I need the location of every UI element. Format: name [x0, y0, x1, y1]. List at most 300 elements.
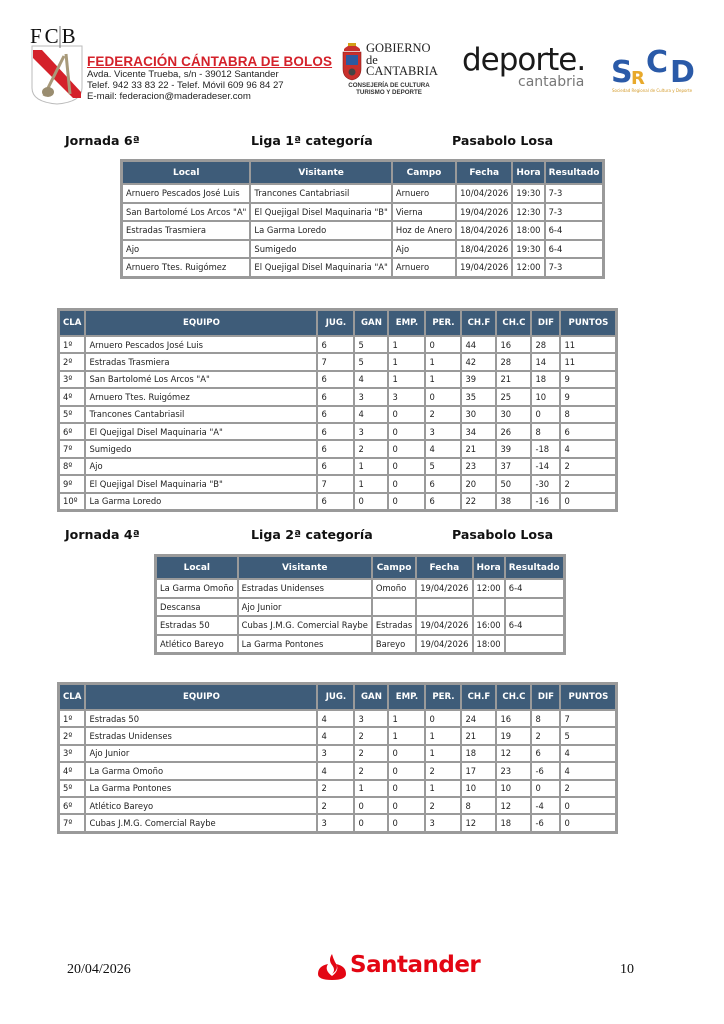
table-cell: Arnuero [393, 185, 455, 202]
table-cell: 2 [355, 728, 387, 743]
table-cell: 21 [462, 441, 495, 456]
federation-address: Avda. Vicente Trueba, s/n - 39012 Santander [87, 69, 279, 80]
gobierno-line: GOBIERNO [366, 41, 431, 55]
fcb-letters: FCB [30, 24, 79, 48]
table-cell: 2 [318, 781, 353, 796]
table-cell: 2 [426, 763, 460, 778]
table-row [60, 815, 615, 830]
table-cell: 8 [561, 407, 615, 422]
table-cell: 8º [60, 459, 84, 474]
liga1-jornada: Jornada 6ª [65, 133, 140, 148]
footer-date: 20/04/2026 [67, 962, 131, 977]
table-row [157, 617, 563, 634]
table-cell: Estradas 50 [157, 617, 237, 634]
table-cell: 0 [561, 494, 615, 509]
table-cell: 1 [389, 337, 424, 352]
table-cell: La Garma Loredo [251, 222, 390, 239]
column-header: Resultado [546, 162, 603, 183]
table-cell: 1 [426, 746, 460, 761]
table-cell: Sumigedo [251, 241, 390, 258]
table-cell: 0 [389, 781, 424, 796]
table-cell: 35 [462, 389, 495, 404]
table-cell: 26 [497, 424, 530, 439]
table-cell: 17 [462, 763, 495, 778]
table-cell: 7º [60, 815, 84, 830]
table-row [123, 204, 602, 221]
table-cell: 9 [561, 372, 615, 387]
table-cell: 10 [532, 389, 559, 404]
column-header: PUNTOS [561, 685, 615, 709]
table-cell: 6 [318, 494, 353, 509]
table-row [123, 185, 602, 202]
table-cell: 1 [389, 711, 424, 726]
table-cell: 23 [497, 763, 530, 778]
table-cell: Estradas Trasmiera [123, 222, 249, 239]
column-header: Visitante [239, 557, 371, 578]
table-cell: 19/04/2026 [457, 259, 511, 276]
column-header: CH.F [462, 311, 495, 335]
column-header: Local [157, 557, 237, 578]
table-cell: 5º [60, 781, 84, 796]
column-header: Fecha [417, 557, 471, 578]
table-cell: Arnuero Pescados José Luis [86, 337, 316, 352]
table-row [157, 636, 563, 653]
table-cell: Arnuero [393, 259, 455, 276]
table-cell [373, 599, 415, 616]
table-cell: 19/04/2026 [417, 636, 471, 653]
table-cell: 3 [426, 424, 460, 439]
federation-phones: Telef. 942 33 83 22 - Telef. Móvil 609 96 84 27 [87, 80, 284, 91]
coat-of-arms-icon [340, 43, 364, 81]
table-cell: 20 [462, 476, 495, 491]
srcd-caption: Sociedad Regional de Cultura y Deporte [612, 88, 693, 93]
svg-text:S: S [611, 55, 633, 90]
table-cell: 0 [389, 746, 424, 761]
table-cell: 1º [60, 711, 84, 726]
table-cell: 3 [355, 389, 387, 404]
deporte-cantabria-logo [462, 42, 586, 90]
liga1-standings-table [57, 308, 618, 512]
table-cell: 5 [561, 728, 615, 743]
table-cell: Ajo Junior [86, 746, 316, 761]
column-header: Campo [393, 162, 455, 183]
column-header: EMP. [389, 311, 424, 335]
table-cell: 6 [426, 476, 460, 491]
table-cell: 18 [532, 372, 559, 387]
table-row [60, 459, 615, 474]
table-cell: 6-4 [506, 617, 563, 634]
table-cell: 8 [532, 424, 559, 439]
column-header: Campo [373, 557, 415, 578]
table-cell: 7 [318, 354, 353, 369]
table-cell: 1 [426, 728, 460, 743]
table-cell: 5 [355, 354, 387, 369]
column-header: Resultado [506, 557, 563, 578]
table-cell: 1 [355, 476, 387, 491]
table-cell: San Bartolomé Los Arcos "A" [123, 204, 249, 221]
table-cell: Arnuero Ttes. Ruigómez [123, 259, 249, 276]
table-cell: 7º [60, 441, 84, 456]
column-header: Hora [474, 557, 504, 578]
table-cell: 25 [497, 389, 530, 404]
table-cell: 6º [60, 424, 84, 439]
table-cell: 2º [60, 728, 84, 743]
table-cell: Estradas [373, 617, 415, 634]
table-cell: 1 [426, 372, 460, 387]
table-cell: 2 [355, 441, 387, 456]
column-header: Fecha [457, 162, 511, 183]
table-cell: 7-3 [546, 185, 603, 202]
table-cell: 10º [60, 494, 84, 509]
table-cell: 6º [60, 798, 84, 813]
table-cell: 19/04/2026 [417, 580, 471, 597]
table-row [60, 424, 615, 439]
table-cell: 6 [318, 441, 353, 456]
table-cell: 39 [462, 372, 495, 387]
table-cell: 6 [318, 424, 353, 439]
column-header: CLA [60, 685, 84, 709]
table-cell: 18/04/2026 [457, 241, 511, 258]
table-row [123, 222, 602, 239]
table-cell: 18:00 [513, 222, 543, 239]
table-cell: 2 [426, 407, 460, 422]
table-cell: 3 [355, 424, 387, 439]
table-cell: 18 [462, 746, 495, 761]
table-cell: 10 [462, 781, 495, 796]
table-cell: La Garma Omoño [157, 580, 237, 597]
table-cell: 12:30 [513, 204, 543, 221]
table-cell: San Bartolomé Los Arcos "A" [86, 372, 316, 387]
table-cell: 44 [462, 337, 495, 352]
santander-logo [316, 950, 486, 982]
column-header: DIF [532, 685, 559, 709]
table-cell: 18/04/2026 [457, 222, 511, 239]
gobierno-text [366, 43, 438, 78]
table-cell: 4 [561, 763, 615, 778]
table-row [60, 763, 615, 778]
table-cell: 2º [60, 354, 84, 369]
table-cell: 3 [318, 815, 353, 830]
table-cell: 8 [462, 798, 495, 813]
table-cell: 18:00 [474, 636, 504, 653]
srcd-logo [610, 46, 710, 96]
table-cell: 12 [497, 746, 530, 761]
table-row [123, 241, 602, 258]
deporte-sub-text: cantabria [518, 74, 585, 90]
table-cell: 0 [355, 494, 387, 509]
table-cell: 12:00 [513, 259, 543, 276]
table-cell: 22 [462, 494, 495, 509]
table-cell: Cubas J.M.G. Comercial Raybe [86, 815, 316, 830]
table-cell: 0 [389, 494, 424, 509]
table-row [60, 337, 615, 352]
table-cell: 10/04/2026 [457, 185, 511, 202]
column-header: CH.C [497, 685, 530, 709]
table-cell [506, 599, 563, 616]
table-cell: 1 [426, 354, 460, 369]
table-cell: Atlético Bareyo [157, 636, 237, 653]
table-cell: 19 [497, 728, 530, 743]
header-row [123, 162, 602, 183]
table-cell: 37 [497, 459, 530, 474]
table-cell: 6 [318, 407, 353, 422]
svg-text:D: D [670, 55, 695, 90]
table-cell: Hoz de Anero [393, 222, 455, 239]
gobierno-line: CANTABRIA [366, 64, 438, 78]
federation-block [87, 54, 332, 102]
liga1-modalidad: Pasabolo Losa [452, 133, 554, 148]
column-header: PER. [426, 685, 460, 709]
table-cell: Sumigedo [86, 441, 316, 456]
table-cell: 16:00 [474, 617, 504, 634]
column-header: EQUIPO [86, 685, 316, 709]
table-cell [474, 599, 504, 616]
table-cell: 4 [426, 441, 460, 456]
table-cell: 1 [355, 459, 387, 474]
table-cell: 6 [426, 494, 460, 509]
table-cell: 4 [318, 711, 353, 726]
federation-name: FEDERACIÓN CÁNTABRA DE BOLOS [87, 54, 333, 69]
table-cell: El Quejigal Disel Maquinaria "A" [86, 424, 316, 439]
table-cell: 3º [60, 372, 84, 387]
table-cell: El Quejigal Disel Maquinaria "B" [251, 204, 390, 221]
table-cell: -14 [532, 459, 559, 474]
table-cell: 19:30 [513, 185, 543, 202]
header-row [157, 557, 563, 578]
table-cell: -4 [532, 798, 559, 813]
table-cell: 9º [60, 476, 84, 491]
table-cell: 0 [532, 407, 559, 422]
table-row [60, 798, 615, 813]
column-header: Visitante [251, 162, 390, 183]
table-cell: 4 [561, 746, 615, 761]
table-row [60, 407, 615, 422]
table-cell [506, 636, 563, 653]
table-cell: 21 [462, 728, 495, 743]
table-cell: 1º [60, 337, 84, 352]
deporte-main-text: deporte. [462, 42, 586, 78]
table-cell: 12 [497, 798, 530, 813]
table-cell: 4 [318, 763, 353, 778]
table-cell: 21 [497, 372, 530, 387]
table-row [157, 580, 563, 597]
table-cell: Estradas Unidenses [239, 580, 371, 597]
table-cell: 50 [497, 476, 530, 491]
table-cell: 6 [561, 424, 615, 439]
table-cell [417, 599, 471, 616]
table-cell: 5 [355, 337, 387, 352]
table-cell: 19/04/2026 [457, 204, 511, 221]
table-cell: 0 [561, 798, 615, 813]
table-cell: Estradas 50 [86, 711, 316, 726]
federation-email: E-mail: federacion@maderadeser.com [87, 91, 251, 102]
table-cell: 7 [318, 476, 353, 491]
table-cell: 4º [60, 763, 84, 778]
table-cell: 3 [355, 711, 387, 726]
column-header: CH.C [497, 311, 530, 335]
table-cell: Arnuero Pescados José Luis [123, 185, 249, 202]
table-cell: 1 [389, 728, 424, 743]
table-cell: 12 [462, 815, 495, 830]
table-cell: 12:00 [474, 580, 504, 597]
table-cell: Ajo [393, 241, 455, 258]
table-cell: La Garma Pontones [86, 781, 316, 796]
table-cell: 2 [318, 798, 353, 813]
table-cell: 2 [532, 728, 559, 743]
column-header: GAN [355, 685, 387, 709]
table-cell: Bareyo [373, 636, 415, 653]
table-cell: 28 [497, 354, 530, 369]
table-cell: 38 [497, 494, 530, 509]
table-cell: 2 [355, 763, 387, 778]
table-cell: 0 [389, 476, 424, 491]
table-cell: 30 [497, 407, 530, 422]
table-cell: -6 [532, 763, 559, 778]
consejeria-text [338, 83, 440, 96]
table-cell: 3º [60, 746, 84, 761]
table-row [60, 389, 615, 404]
column-header: PER. [426, 311, 460, 335]
table-cell: 9 [561, 389, 615, 404]
table-row [60, 746, 615, 761]
svg-text:C: C [646, 46, 669, 80]
table-cell: 4 [355, 407, 387, 422]
table-cell: Omoño [373, 580, 415, 597]
column-header: DIF [532, 311, 559, 335]
table-cell: 30 [462, 407, 495, 422]
table-cell: 11 [561, 337, 615, 352]
page-number: 10 [620, 962, 634, 977]
table-cell: 0 [389, 441, 424, 456]
table-cell: 4 [561, 441, 615, 456]
column-header: EMP. [389, 685, 424, 709]
consejeria-line: TURISMO Y DEPORTE [356, 88, 422, 96]
table-cell: 0 [426, 711, 460, 726]
liga2-standings-table [57, 682, 618, 834]
column-header: PUNTOS [561, 311, 615, 335]
table-cell: Cubas J.M.G. Comercial Raybe [239, 617, 371, 634]
table-cell: 7 [561, 711, 615, 726]
table-cell: 10 [497, 781, 530, 796]
table-cell: 0 [389, 815, 424, 830]
table-cell: 23 [462, 459, 495, 474]
header-row [60, 685, 615, 709]
table-cell: Arnuero Ttes. Ruigómez [86, 389, 316, 404]
table-cell: 19:30 [513, 241, 543, 258]
table-cell: 0 [426, 389, 460, 404]
table-row [123, 259, 602, 276]
table-cell: 3 [426, 815, 460, 830]
svg-text:R: R [631, 68, 645, 89]
table-cell: 1 [389, 372, 424, 387]
table-cell: 2 [426, 798, 460, 813]
table-cell: 14 [532, 354, 559, 369]
table-cell: 6 [318, 337, 353, 352]
table-cell: 24 [462, 711, 495, 726]
column-header: GAN [355, 311, 387, 335]
table-cell: 6 [318, 459, 353, 474]
table-cell: 3 [318, 746, 353, 761]
table-cell: Trancones Cantabriasil [251, 185, 390, 202]
gobierno-cantabria-logo [338, 43, 438, 99]
table-cell: 18 [497, 815, 530, 830]
header-row [60, 311, 615, 335]
table-cell: 6 [532, 746, 559, 761]
liga1-liga: Liga 1ª categoría [251, 133, 373, 148]
column-header: CLA [60, 311, 84, 335]
table-cell: Descansa [157, 599, 237, 616]
srcd-logo-icon [610, 46, 710, 96]
table-row [60, 781, 615, 796]
table-cell: 4 [318, 728, 353, 743]
liga1-matches-table [120, 159, 605, 279]
table-cell: -16 [532, 494, 559, 509]
liga2-matches-table [154, 554, 566, 655]
liga2-jornada: Jornada 4ª [65, 527, 140, 542]
column-header: JUG. [318, 685, 353, 709]
table-cell: 0 [561, 815, 615, 830]
table-cell: 0 [389, 798, 424, 813]
table-cell: 0 [389, 459, 424, 474]
santander-flame-icon [316, 952, 348, 980]
table-cell: -30 [532, 476, 559, 491]
table-cell: Estradas Unidenses [86, 728, 316, 743]
table-cell: El Quejigal Disel Maquinaria "B" [86, 476, 316, 491]
table-row [60, 441, 615, 456]
table-cell: 6-4 [546, 241, 603, 258]
table-row [60, 372, 615, 387]
table-cell: La Garma Loredo [86, 494, 316, 509]
table-cell: Ajo Junior [239, 599, 371, 616]
table-cell: Trancones Cantabriasil [86, 407, 316, 422]
table-cell: 0 [389, 424, 424, 439]
table-cell: 2 [355, 746, 387, 761]
table-cell: 2 [561, 781, 615, 796]
table-cell: La Garma Omoño [86, 763, 316, 778]
table-cell: 0 [355, 815, 387, 830]
table-cell: 0 [389, 763, 424, 778]
liga2-modalidad: Pasabolo Losa [452, 527, 554, 542]
table-row [60, 476, 615, 491]
table-cell: 7-3 [546, 259, 603, 276]
table-cell: Vierna [393, 204, 455, 221]
column-header: EQUIPO [86, 311, 316, 335]
table-cell: -18 [532, 441, 559, 456]
table-cell: 6 [318, 389, 353, 404]
table-cell: 1 [426, 781, 460, 796]
table-cell: 0 [426, 337, 460, 352]
column-header: CH.F [462, 685, 495, 709]
table-cell: 16 [497, 711, 530, 726]
table-cell: La Garma Pontones [239, 636, 371, 653]
table-cell: 6 [318, 372, 353, 387]
table-cell: 1 [389, 354, 424, 369]
column-header: Local [123, 162, 249, 183]
table-cell: 7-3 [546, 204, 603, 221]
table-cell: 4 [355, 372, 387, 387]
gobierno-line: de [366, 52, 378, 67]
table-cell: 6-4 [546, 222, 603, 239]
table-cell: Estradas Trasmiera [86, 354, 316, 369]
table-cell: 42 [462, 354, 495, 369]
table-cell: 39 [497, 441, 530, 456]
table-cell: 0 [532, 781, 559, 796]
table-cell: 11 [561, 354, 615, 369]
column-header: Hora [513, 162, 543, 183]
table-row [60, 711, 615, 726]
liga2-liga: Liga 2ª categoría [251, 527, 373, 542]
table-cell: 3 [389, 389, 424, 404]
